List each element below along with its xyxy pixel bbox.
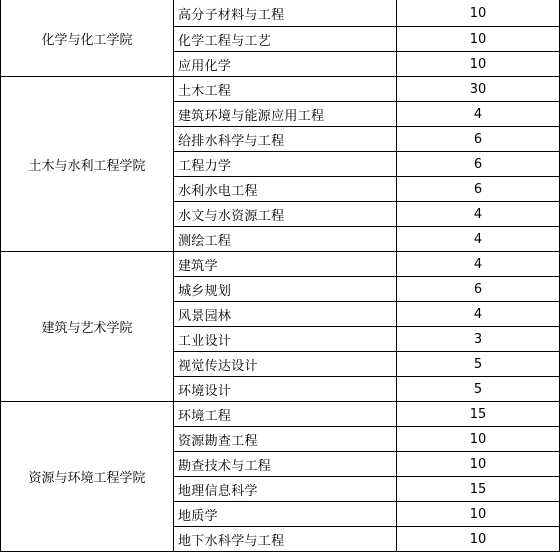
quota-cell: 6 xyxy=(397,127,560,152)
major-cell: 应用化学 xyxy=(174,52,397,77)
quota-cell: 6 xyxy=(397,152,560,177)
major-cell: 建筑环境与能源应用工程 xyxy=(174,102,397,127)
major-cell: 视觉传达设计 xyxy=(174,352,397,377)
quota-cell: 5 xyxy=(397,377,560,402)
major-cell: 风景园林 xyxy=(174,302,397,327)
major-cell: 化学工程与工艺 xyxy=(174,27,397,52)
major-cell: 工业设计 xyxy=(174,327,397,352)
major-cell: 水利水电工程 xyxy=(174,177,397,202)
major-cell: 建筑学 xyxy=(174,252,397,277)
college-cell: 建筑与艺术学院 xyxy=(1,252,174,402)
quota-cell: 4 xyxy=(397,302,560,327)
major-cell: 城乡规划 xyxy=(174,277,397,302)
major-cell: 地质学 xyxy=(174,502,397,527)
major-cell: 土木工程 xyxy=(174,77,397,102)
college-cell: 资源与环境工程学院 xyxy=(1,402,174,552)
quota-cell: 4 xyxy=(397,102,560,127)
major-cell: 环境设计 xyxy=(174,377,397,402)
quota-cell: 10 xyxy=(397,527,560,552)
major-cell: 测绘工程 xyxy=(174,227,397,252)
major-cell: 资源勘查工程 xyxy=(174,427,397,452)
quota-cell: 3 xyxy=(397,327,560,352)
college-cell: 化学与化工学院 xyxy=(1,0,174,77)
quota-cell: 10 xyxy=(397,0,560,27)
quota-cell: 15 xyxy=(397,477,560,502)
table-row xyxy=(1,77,560,102)
quota-cell: 4 xyxy=(397,227,560,252)
quota-cell: 5 xyxy=(397,352,560,377)
quota-cell: 30 xyxy=(397,77,560,102)
major-cell: 勘查技术与工程 xyxy=(174,452,397,477)
quota-cell: 10 xyxy=(397,52,560,77)
major-cell: 高分子材料与工程 xyxy=(174,0,397,27)
table-row xyxy=(1,0,560,27)
major-cell: 环境工程 xyxy=(174,402,397,427)
quota-cell: 4 xyxy=(397,252,560,277)
major-cell: 地理信息科学 xyxy=(174,477,397,502)
table-row xyxy=(1,402,560,427)
table-row xyxy=(1,252,560,277)
quota-cell: 10 xyxy=(397,452,560,477)
quota-cell: 10 xyxy=(397,427,560,452)
major-cell: 给排水科学与工程 xyxy=(174,127,397,152)
college-cell: 土木与水利工程学院 xyxy=(1,77,174,252)
quota-cell: 6 xyxy=(397,277,560,302)
major-cell: 地下水科学与工程 xyxy=(174,527,397,552)
quota-cell: 10 xyxy=(397,27,560,52)
major-cell: 工程力学 xyxy=(174,152,397,177)
quota-cell: 6 xyxy=(397,177,560,202)
quota-cell: 15 xyxy=(397,402,560,427)
major-cell: 水文与水资源工程 xyxy=(174,202,397,227)
quota-cell: 10 xyxy=(397,502,560,527)
quota-cell: 4 xyxy=(397,202,560,227)
